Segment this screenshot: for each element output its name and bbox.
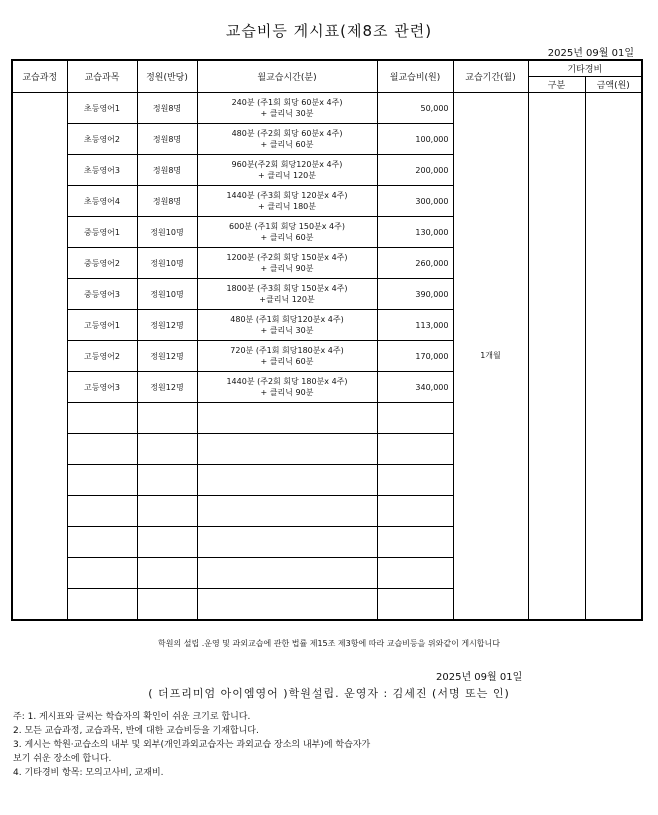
fee-cell: 340,000 xyxy=(377,372,453,403)
header-period: 교습기간(월) xyxy=(453,60,528,93)
subject-cell: 초등영어3 xyxy=(67,155,137,186)
capacity-cell: 정원12명 xyxy=(137,372,197,403)
table-row xyxy=(12,93,642,124)
header-other-amount: 금액(원) xyxy=(585,77,642,93)
time-cell: 1440분 (주2회 회당 180분x 4주) + 클리닉 90분 xyxy=(197,372,377,403)
fee-cell: 170,000 xyxy=(377,341,453,372)
capacity-cell: 정원12명 xyxy=(137,341,197,372)
note-line: 4. 기타경비 항목: 모의고사비, 교재비. xyxy=(13,768,164,778)
subject-cell: 중등영어2 xyxy=(67,248,137,279)
fee-cell: 260,000 xyxy=(377,248,453,279)
capacity-cell: 정원10명 xyxy=(137,279,197,310)
time-cell: 1200분 (주2회 회당 150분x 4주) + 클리닉 90분 xyxy=(197,248,377,279)
time-cell: 600분 (주1회 회당 150분x 4주) + 클리닉 60분 xyxy=(197,217,377,248)
header-subject: 교습과목 xyxy=(67,60,137,93)
note-line: 주: 1. 게시표와 글씨는 학습자의 확인이 쉬운 크기로 합니다. xyxy=(13,712,251,722)
time-cell: 960분(주2회 회당120분x 4주) + 클리닉 120분 xyxy=(197,155,377,186)
subject-cell: 초등영어4 xyxy=(67,186,137,217)
fee-table xyxy=(11,59,643,621)
signature-date: 2025년 09월 01일 xyxy=(436,672,523,683)
capacity-cell: 정원10명 xyxy=(137,248,197,279)
note-line: 보기 쉬운 장소에 합니다. xyxy=(13,754,112,764)
time-cell: 240분 (주1회 회당 60분x 4주) + 클리닉 30분 xyxy=(197,93,377,124)
subject-cell: 고등영어2 xyxy=(67,341,137,372)
capacity-cell: 정원8명 xyxy=(137,186,197,217)
header-course: 교습과정 xyxy=(12,60,67,93)
fee-cell: 390,000 xyxy=(377,279,453,310)
fee-cell: 100,000 xyxy=(377,124,453,155)
header-other-expenses: 기타경비 xyxy=(528,60,642,77)
other-amount-cell xyxy=(585,93,642,620)
fee-cell: 113,000 xyxy=(377,310,453,341)
period-cell: 1개월 xyxy=(453,93,528,620)
fee-cell: 300,000 xyxy=(377,186,453,217)
fee-cell: 50,000 xyxy=(377,93,453,124)
time-cell: 480분 (주2회 회당 60분x 4주) + 클리닉 60분 xyxy=(197,124,377,155)
subject-cell: 초등영어1 xyxy=(67,93,137,124)
note-line: 2. 모든 교습과정, 교습과목, 반에 대한 교습비등을 기재합니다. xyxy=(13,726,259,736)
posting-date: 2025년 09월 01일 xyxy=(547,48,634,59)
notice-line: 학원의 설립 .운영 및 과외교습에 관한 법률 제15조 제3항에 따라 교습비등을 위와같이 게시합니다 xyxy=(158,639,500,648)
header-fee: 월교습비(원) xyxy=(377,60,453,93)
subject-cell: 중등영어3 xyxy=(67,279,137,310)
subject-cell: 고등영어1 xyxy=(67,310,137,341)
other-type-cell xyxy=(528,93,585,620)
capacity-cell: 정원12명 xyxy=(137,310,197,341)
header-time: 월교습시간(분) xyxy=(197,60,377,93)
course-cell xyxy=(12,93,67,620)
capacity-cell: 정원10명 xyxy=(137,217,197,248)
header-capacity: 정원(반당) xyxy=(137,60,197,93)
subject-cell: 중등영어1 xyxy=(67,217,137,248)
header-other-type: 구분 xyxy=(528,77,585,93)
notes xyxy=(13,710,370,780)
fee-cell: 200,000 xyxy=(377,155,453,186)
time-cell: 480분 (주1회 회당120분x 4주) + 클리닉 30분 xyxy=(197,310,377,341)
capacity-cell: 정원8명 xyxy=(137,93,197,124)
capacity-cell: 정원8명 xyxy=(137,124,197,155)
time-cell: 720분 (주1회 회당180분x 4주) + 클리닉 60분 xyxy=(197,341,377,372)
time-cell: 1800분 (주3회 회당 150분x 4주) +클리닉 120분 xyxy=(197,279,377,310)
page-title: 교습비등 게시표(제8조 관련) xyxy=(225,22,433,40)
time-cell: 1440분 (주3회 회당 120분x 4주) + 클리닉 180분 xyxy=(197,186,377,217)
note-line: 3. 게시는 학원·교습소의 내부 및 외부(개인과외교습자는 과외교습 장소의 내부)에 학습자가 xyxy=(13,740,371,750)
fee-cell: 130,000 xyxy=(377,217,453,248)
establisher-line: ( 더프리미엄 아이엠영어 )학원설립. 운영자 : 김세진 (서명 또는 인) xyxy=(148,687,510,700)
subject-cell: 초등영어2 xyxy=(67,124,137,155)
subject-cell: 고등영어3 xyxy=(67,372,137,403)
capacity-cell: 정원8명 xyxy=(137,155,197,186)
